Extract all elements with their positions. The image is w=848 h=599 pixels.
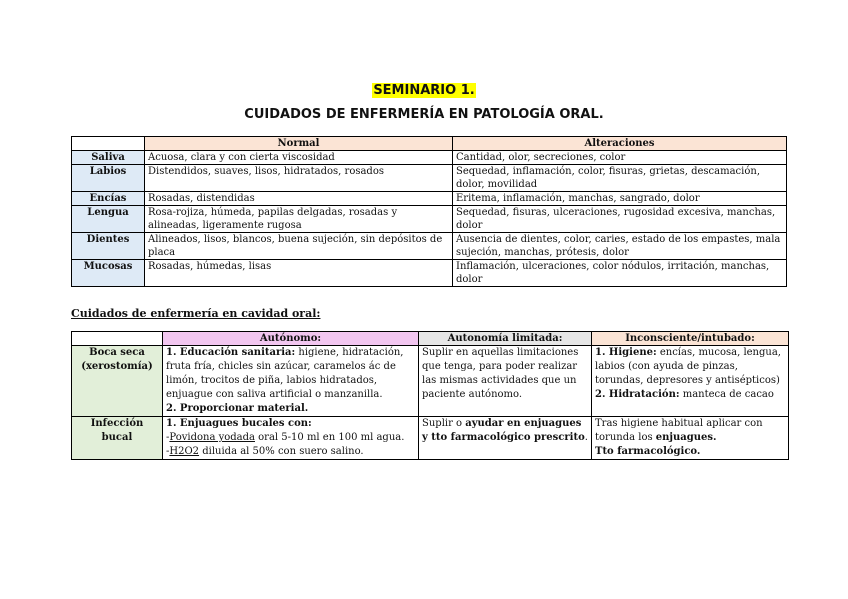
- cell-inconsciente: [592, 346, 789, 417]
- row-label-line: bucal: [101, 432, 133, 443]
- row-label-line: (xerostomía): [81, 361, 153, 372]
- cell-alteraciones: Sequedad, fisuras, ulceraciones, rugosidad excesiva, manchas, dolor: [453, 206, 787, 233]
- header-empty: [72, 137, 145, 151]
- cell-autonomia-limitada: [419, 417, 592, 460]
- table-row: [72, 165, 787, 192]
- care-subtitle: Cuidados de enfermería en cavidad oral:: [71, 307, 321, 320]
- cell-text-underlined: Povidona yodada: [169, 432, 255, 443]
- table-row: [72, 206, 787, 233]
- cell-text-bold: ayudar en enjuagues y tto farmacológico prescrito: [422, 418, 585, 443]
- row-label: [72, 417, 163, 460]
- cell-text-bold: Tto farmacológico.: [595, 446, 701, 457]
- cell-text: manteca de cacao: [679, 389, 774, 400]
- cell-text: oral 5-10 ml en 100 ml agua.: [254, 432, 405, 443]
- cell-inconsciente: [592, 417, 789, 460]
- cell-text: encías, mucosa, lengua, labios (con ayuda de pinzas, torundas, depresores y antisépticos): [595, 347, 781, 386]
- cell-text: Suplir o: [422, 418, 466, 429]
- row-label: [72, 346, 163, 417]
- header-empty: [72, 332, 163, 346]
- table-header-row: [72, 332, 789, 346]
- cell-alteraciones: Eritema, inflamación, manchas, sangrado, dolor: [453, 192, 787, 206]
- header-autonomia-limitada: Autonomía limitada:: [419, 332, 592, 346]
- cell-text-bold: 1. Higiene:: [595, 347, 657, 358]
- table-row: [72, 346, 789, 417]
- cell-text: -: [166, 432, 170, 443]
- cell-text: .: [584, 432, 588, 443]
- cell-text: Tras higiene habitual aplicar con torunda los: [595, 418, 763, 443]
- cell-text-bold: 1. Enjuagues bucales con:: [166, 418, 312, 429]
- cell-text-bold: 1. Educación sanitaria:: [166, 347, 296, 358]
- cell-text: -: [166, 446, 170, 457]
- cell-normal: Alineados, lisos, blancos, buena sujeción, sin depósitos de placa: [145, 233, 453, 260]
- row-label: Labios: [72, 165, 145, 192]
- cell-normal: Rosadas, distendidas: [145, 192, 453, 206]
- header-inconsciente: Inconsciente/intubado:: [592, 332, 789, 346]
- document-heading: CUIDADOS DE ENFERMERÍA EN PATOLOGÍA ORAL.: [244, 107, 604, 122]
- table-row: [72, 260, 787, 287]
- cell-text-bold: enjuagues.: [655, 432, 717, 443]
- cell-text: diluida al 50% con suero salino.: [199, 446, 364, 457]
- row-label: Mucosas: [72, 260, 145, 287]
- cell-alteraciones: Inflamación, ulceraciones, color nódulos, irritación, manchas, dolor: [453, 260, 787, 287]
- cell-alteraciones: Cantidad, olor, secreciones, color: [453, 151, 787, 165]
- table-row: [72, 192, 787, 206]
- cell-alteraciones: Ausencia de dientes, color, caries, estado de los empastes, mala sujeción, manchas, prótesis, dolor: [453, 233, 787, 260]
- cell-normal: Distendidos, suaves, lisos, hidratados, rosados: [145, 165, 453, 192]
- oral-assessment-table: [71, 136, 787, 287]
- table-row: [72, 417, 789, 460]
- row-label-line: Infección: [90, 418, 144, 429]
- row-label: Lengua: [72, 206, 145, 233]
- header-alteraciones: Alteraciones: [453, 137, 787, 151]
- cell-normal: Rosadas, húmedas, lisas: [145, 260, 453, 287]
- cell-autonomia-limitada: Suplir en aquellas limitaciones que tenga, para poder realizar las mismas actividades que un paciente autónomo.: [419, 346, 592, 417]
- cell-autonomo: [163, 346, 419, 417]
- cell-normal: Rosa-rojiza, húmeda, papilas delgadas, rosadas y alineadas, ligeramente rugosa: [145, 206, 453, 233]
- cell-autonomo: [163, 417, 419, 460]
- nursing-care-table: [71, 331, 789, 460]
- cell-text: higiene, hidratación, fruta fría, chicles sin azúcar, caramelos ác de limón, trocitos de piña, labios hidratados, enjuague con saliva artificial o manzanilla.: [166, 347, 404, 400]
- cell-text-bold: 2. Proporcionar material.: [166, 403, 309, 414]
- table-header-row: [72, 137, 787, 151]
- table-row: [72, 151, 787, 165]
- row-label: Dientes: [72, 233, 145, 260]
- table-row: [72, 233, 787, 260]
- cell-alteraciones: Sequedad, inflamación, color, fisuras, grietas, descamación, dolor, movilidad: [453, 165, 787, 192]
- row-label: Saliva: [72, 151, 145, 165]
- row-label: Encías: [72, 192, 145, 206]
- header-normal: Normal: [145, 137, 453, 151]
- cell-normal: Acuosa, clara y con cierta viscosidad: [145, 151, 453, 165]
- cell-text-underlined: H2O2: [169, 446, 200, 457]
- header-autonomo: Autónomo:: [163, 332, 419, 346]
- row-label-line: Boca seca: [89, 347, 145, 358]
- document-title: SEMINARIO 1.: [373, 83, 475, 98]
- cell-text-bold: 2. Hidratación:: [595, 389, 680, 400]
